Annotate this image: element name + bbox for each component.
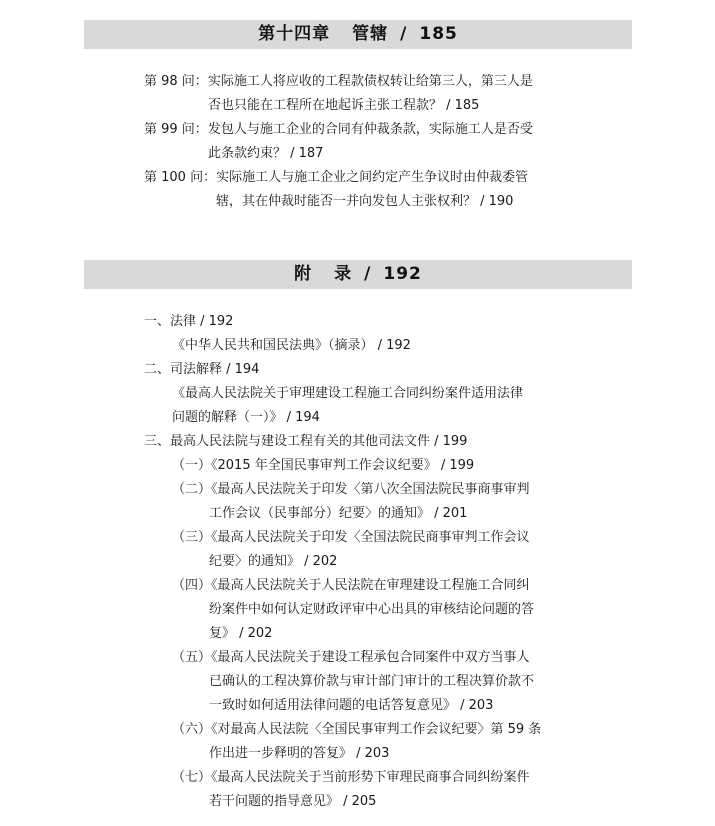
toc-entry[interactable]: （七）《最高人民法院关于当前形势下审理民商事合同纠纷案件 xyxy=(172,770,530,785)
toc-entry[interactable]: （二）《最高人民法院关于印发〈第八次全国法院民事商事审判 xyxy=(172,482,530,497)
toc-entry[interactable]: 二、司法解释 / 194 xyxy=(144,362,260,377)
toc-entry[interactable]: 一、法律 / 192 xyxy=(144,314,234,329)
toc-entry[interactable]: 一致时如何适用法律问题的电话答复意见》 / 203 xyxy=(209,698,494,713)
question-number: 第 99 问： xyxy=(144,122,208,137)
appendix-page: 192 xyxy=(383,264,422,284)
toc-entry[interactable]: 若干问题的指导意见》 / 205 xyxy=(209,794,377,809)
question-text-line2: 否也只能在工程所在地起诉主张工程款？ / 185 xyxy=(208,98,480,113)
appendix-title-b: 录 xyxy=(334,264,353,284)
question-text-line2: 辖，其在仲裁时能否一并向发包人主张权利？ / 190 xyxy=(216,194,514,209)
toc-question[interactable] xyxy=(144,118,584,166)
toc-entry[interactable]: 已确认的工程决算价款与审计部门审计的工程决算价款不 xyxy=(209,674,535,689)
toc-entry[interactable]: （六）《对最高人民法院〈全国民事审判工作会议纪要〉第 59 条 xyxy=(172,722,542,737)
toc-entry[interactable]: 《中华人民共和国民法典》（摘录） / 192 xyxy=(172,338,411,353)
toc-entry[interactable]: （五）《最高人民法院关于建设工程承包合同案件中双方当事人 xyxy=(172,650,530,665)
question-text-line1: 实际施工人与施工企业之间约定产生争议时由仲裁委管 xyxy=(216,170,529,185)
chapter-title: 管辖 xyxy=(352,24,389,44)
toc-entry[interactable]: （三）《最高人民法院关于印发〈全国法院民商事审判工作会议 xyxy=(172,530,530,545)
toc-entry[interactable]: 复》 / 202 xyxy=(209,626,273,641)
question-text-line2: 此条款约束？ / 187 xyxy=(208,146,324,161)
toc-entry[interactable]: 纷案件中如何认定财政评审中心出具的审核结论问题的答 xyxy=(209,602,535,617)
toc-entry[interactable]: 作出进一步释明的答复》 / 203 xyxy=(209,746,390,761)
toc-entry[interactable]: （四）《最高人民法院关于人民法院在审理建设工程施工合同纠 xyxy=(172,578,530,593)
toc-question[interactable] xyxy=(144,70,584,118)
question-number: 第 100 问： xyxy=(144,170,217,185)
appendix-heading: 附 录 / 192 xyxy=(84,260,632,289)
chapter-label: 第十四章 xyxy=(258,24,331,44)
chapter-page: 185 xyxy=(419,24,458,44)
question-text-line1: 实际施工人将应收的工程款债权转让给第三人，第三人是 xyxy=(207,74,533,89)
toc-entry[interactable]: 《最高人民法院关于审理建设工程施工合同纠纷案件适用法律 xyxy=(172,386,524,401)
toc-question[interactable] xyxy=(144,166,584,214)
question-text-line1: 发包人与施工企业的合同有仲裁条款，实际施工人是否受 xyxy=(207,122,533,137)
chapter-heading: 第十四章 管辖 / 185 xyxy=(84,20,632,49)
toc-entry[interactable]: （一）《2015 年全国民事审判工作会议纪要》 / 199 xyxy=(172,458,475,473)
toc-entry[interactable]: 纪要〉的通知》 / 202 xyxy=(209,554,338,569)
toc-entry[interactable]: 问题的解释（一）》 / 194 xyxy=(172,410,320,425)
toc-entry[interactable]: 三、最高人民法院与建设工程有关的其他司法文件 / 199 xyxy=(144,434,468,449)
toc-entry[interactable]: 工作会议（民事部分）纪要〉的通知》 / 201 xyxy=(209,506,468,521)
appendix-title-a: 附 xyxy=(294,264,313,284)
question-number: 第 98 问： xyxy=(144,74,208,89)
